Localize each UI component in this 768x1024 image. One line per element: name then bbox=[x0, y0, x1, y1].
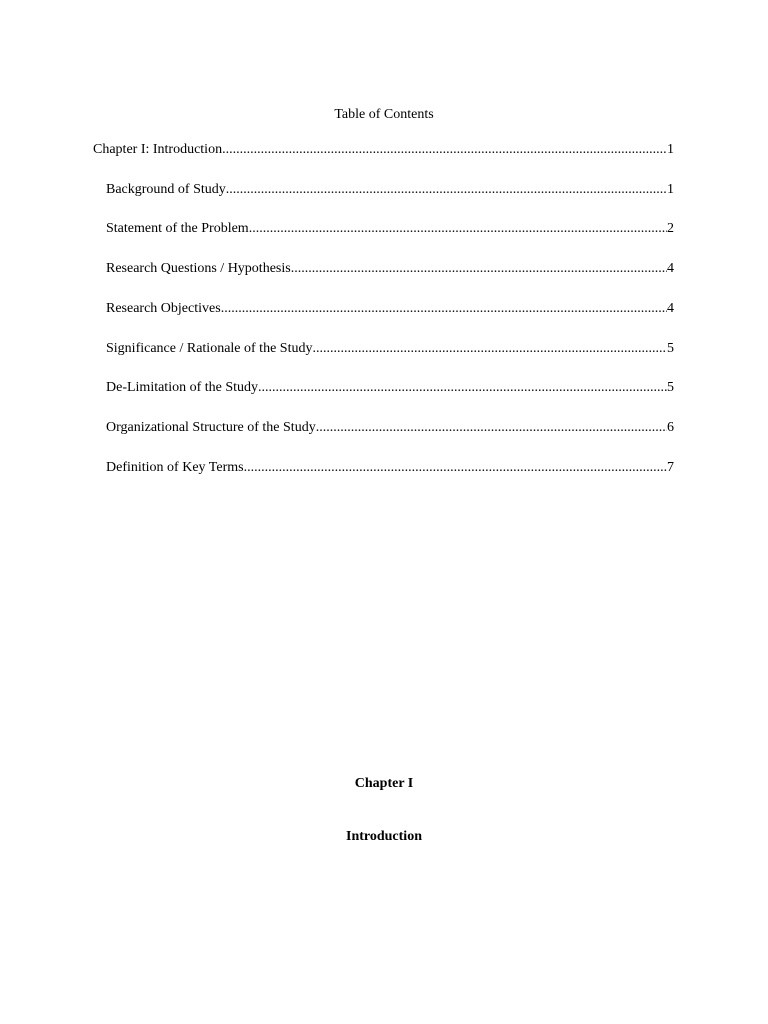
toc-entry-label: Organizational Structure of the Study bbox=[106, 419, 316, 435]
toc-entry[interactable] bbox=[106, 340, 674, 358]
toc-entry[interactable] bbox=[106, 220, 674, 238]
toc-entry-page-number: 6 bbox=[667, 419, 674, 435]
toc-title: Table of Contents bbox=[334, 107, 434, 122]
toc-dot-leader bbox=[316, 419, 667, 437]
toc-entry-page-number: 4 bbox=[667, 300, 674, 316]
chapter-title-heading: Introduction bbox=[346, 829, 422, 844]
toc-entry-label: Research Questions / Hypothesis bbox=[106, 261, 291, 277]
toc-entry[interactable] bbox=[106, 459, 674, 477]
toc-dot-leader bbox=[249, 220, 667, 238]
toc-dot-leader bbox=[222, 141, 667, 159]
toc-dot-leader bbox=[226, 181, 667, 199]
toc-entry-label: Definition of Key Terms bbox=[106, 459, 244, 475]
toc-entry-page-number: 1 bbox=[667, 142, 674, 157]
toc-entry[interactable] bbox=[106, 379, 674, 397]
toc-entry[interactable] bbox=[106, 181, 674, 199]
toc-entry-label: Significance / Rationale of the Study bbox=[106, 340, 313, 356]
toc-entry[interactable] bbox=[93, 141, 674, 159]
chapter-number-heading: Chapter I bbox=[354, 776, 414, 791]
toc-dot-leader bbox=[312, 340, 667, 358]
toc-entry[interactable] bbox=[106, 260, 674, 278]
toc-entry-label: Background of Study bbox=[106, 181, 226, 197]
toc-entry[interactable] bbox=[106, 300, 674, 318]
toc-dot-leader bbox=[258, 379, 667, 397]
toc-dot-leader bbox=[291, 260, 667, 278]
toc-entry-page-number: 5 bbox=[667, 380, 674, 396]
toc-entry-label: Research Objectives bbox=[106, 300, 221, 316]
toc-entry-label: Chapter I: Introduction bbox=[93, 142, 223, 157]
toc-entry-page-number: 4 bbox=[667, 261, 674, 277]
toc-dot-leader bbox=[244, 459, 667, 477]
toc-entry-page-number: 5 bbox=[667, 340, 674, 356]
toc-entry-label: Statement of the Problem bbox=[106, 221, 249, 237]
toc-entry-page-number: 1 bbox=[667, 181, 674, 197]
toc-entry-page-number: 7 bbox=[667, 459, 674, 475]
toc-entry-page-number: 2 bbox=[667, 221, 674, 237]
toc-entry-label: De-Limitation of the Study bbox=[106, 380, 259, 396]
toc-dot-leader bbox=[221, 300, 667, 318]
toc-entry[interactable] bbox=[106, 419, 674, 437]
